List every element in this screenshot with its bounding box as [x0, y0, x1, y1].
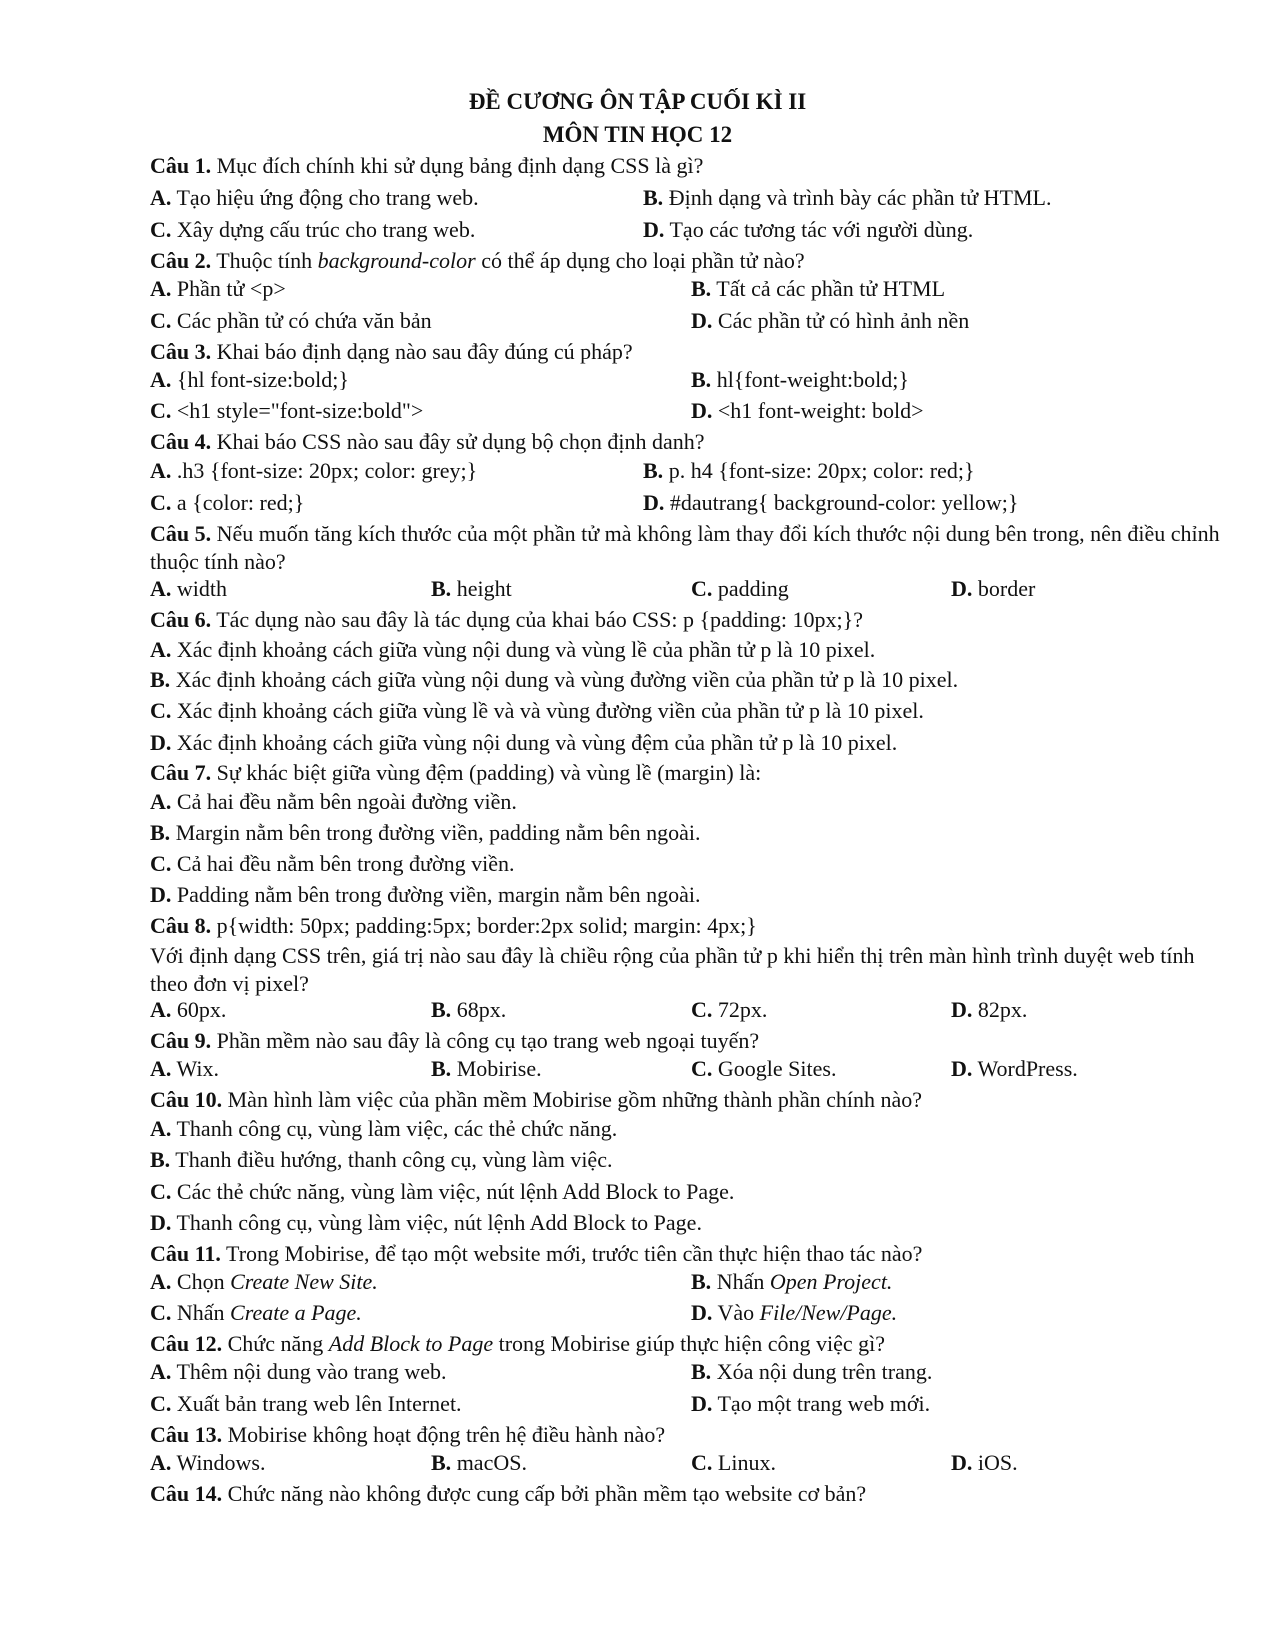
answer-option [150, 575, 227, 603]
item-label: C. [150, 308, 172, 333]
item-text: Vào [712, 1300, 760, 1325]
answer-option [150, 1299, 362, 1327]
answer-option [643, 184, 1051, 212]
item-text: Xuất bản trang web lên Internet. [171, 1391, 462, 1416]
item-label: D. [643, 490, 665, 515]
item-label: A. [150, 367, 172, 392]
item-text: height [451, 576, 512, 601]
item-label: A. [150, 185, 172, 210]
item-text: Xóa nội dung trên trang. [711, 1359, 933, 1384]
item-label: C. [150, 851, 172, 876]
item-text: Phần tử <p> [171, 276, 286, 301]
answer-option [150, 307, 432, 335]
answer-option [951, 575, 1035, 603]
answer-option [150, 184, 479, 212]
item-label: D. [951, 576, 973, 601]
item-label: Câu 8. [150, 913, 212, 938]
item-label: D. [951, 1450, 973, 1475]
answer-option [150, 1358, 447, 1386]
item-text: Sự khác biệt giữa vùng đệm (padding) và vùng lề (margin) là: [211, 760, 762, 785]
item-label: Câu 9. [150, 1028, 212, 1053]
answer-option [691, 1268, 892, 1296]
item-label: Câu 11. [150, 1241, 221, 1266]
question-10 [150, 1086, 922, 1114]
answer-option [691, 1055, 836, 1083]
item-text: Thanh công cụ, vùng làm việc, các thẻ chức năng. [171, 1116, 618, 1141]
item-label: D. [951, 1056, 973, 1081]
item-label: A. [150, 637, 172, 662]
item-label: D. [951, 997, 973, 1022]
item-label: A. [150, 997, 172, 1022]
item-label: Câu 13. [150, 1422, 223, 1447]
answer-option [150, 850, 515, 878]
answer-option [643, 216, 973, 244]
answer-option [691, 575, 789, 603]
item-text: .h3 {font-size: 20px; color: grey;} [171, 458, 478, 483]
answer-option [691, 307, 969, 335]
item-label: C. [150, 217, 172, 242]
answer-option [150, 1268, 378, 1296]
item-text: hl{font-weight:bold;} [711, 367, 909, 392]
item-text: File/New/Page. [759, 1300, 898, 1325]
answer-option [691, 275, 945, 303]
item-label: B. [150, 667, 171, 692]
item-text: <h1 style="font-size:bold"> [171, 398, 424, 423]
item-label: C. [150, 490, 172, 515]
item-label: Câu 5. [150, 521, 212, 546]
item-label: Câu 1. [150, 153, 212, 178]
question-7 [150, 759, 761, 787]
item-text: Các phần tử có hình ảnh nền [712, 308, 970, 333]
answer-option [150, 1178, 734, 1206]
answer-option [150, 1390, 462, 1418]
item-text: Tất cả các phần tử HTML [711, 276, 946, 301]
item-text: border [972, 576, 1036, 601]
item-label: C. [150, 398, 172, 423]
item-text: width [171, 576, 228, 601]
item-label: B. [150, 820, 171, 845]
item-label: B. [150, 1147, 171, 1172]
item-label: A. [150, 276, 172, 301]
answer-option [691, 996, 767, 1024]
answer-option [431, 1449, 527, 1477]
answer-option [150, 1449, 265, 1477]
item-label: C. [150, 1391, 172, 1416]
item-text: có thể áp dụng cho loại phần tử nào? [475, 248, 805, 273]
item-text: Create a Page. [230, 1300, 362, 1325]
item-label: D. [643, 217, 665, 242]
item-text: Chức năng nào không được cung cấp bởi phần mềm tạo website cơ bản? [222, 1481, 867, 1506]
item-text: iOS. [972, 1450, 1018, 1475]
question-2 [150, 247, 805, 275]
item-text: Nhấn [171, 1300, 231, 1325]
item-label: Câu 4. [150, 429, 212, 454]
item-text: Màn hình làm việc của phần mềm Mobirise gồm những thành phần chính nào? [222, 1087, 922, 1112]
item-label: A. [150, 1056, 172, 1081]
answer-option [691, 397, 924, 425]
item-text: 60px. [171, 997, 227, 1022]
item-label: D. [150, 730, 172, 755]
answer-option [150, 1115, 617, 1143]
question-1 [150, 152, 703, 180]
item-text: padding [712, 576, 789, 601]
answer-option [431, 1055, 542, 1083]
item-label: Câu 3. [150, 339, 212, 364]
item-text: trong Mobirise giúp thực hiện công việc gì? [493, 1331, 886, 1356]
item-label: B. [431, 1056, 452, 1081]
item-label: C. [150, 698, 172, 723]
answer-option [150, 666, 958, 694]
item-text: Linux. [712, 1450, 776, 1475]
answer-option [643, 457, 975, 485]
item-text: Xác định khoảng cách giữa vùng nội dung và vùng đường viền của phần tử p là 10 pixel. [170, 667, 959, 692]
item-text: Trong Mobirise, để tạo một website mới, trước tiên cần thực hiện thao tác nào? [220, 1241, 923, 1266]
item-label: A. [150, 789, 172, 814]
item-text: Add Block to Page [328, 1331, 494, 1356]
item-label: C. [691, 1056, 713, 1081]
item-text: Cả hai đều nằm bên trong đường viền. [171, 851, 515, 876]
item-text: Xác định khoảng cách giữa vùng nội dung và vùng lề của phần tử p là 10 pixel. [171, 637, 876, 662]
item-text: Khai báo định dạng nào sau đây đúng cú pháp? [211, 339, 633, 364]
item-text: Padding nằm bên trong đường viền, margin nằm bên ngoài. [171, 882, 701, 907]
question-5 [150, 520, 1230, 576]
answer-option [150, 275, 286, 303]
question-13 [150, 1421, 665, 1449]
question-9 [150, 1027, 759, 1055]
item-label: B. [691, 276, 712, 301]
item-text: p. h4 {font-size: 20px; color: red;} [663, 458, 975, 483]
item-text: p{width: 50px; padding:5px; border:2px solid; margin: 4px;} [211, 913, 757, 938]
item-text: {hl font-size:bold;} [171, 367, 349, 392]
item-label: A. [150, 1116, 172, 1141]
answer-option [691, 1449, 776, 1477]
item-text: 68px. [451, 997, 507, 1022]
item-text: Tác dụng nào sau đây là tác dụng của khai báo CSS: p {padding: 10px;}? [211, 607, 863, 632]
item-text: a {color: red;} [171, 490, 305, 515]
item-text: background-color [317, 248, 476, 273]
answer-option [951, 1055, 1078, 1083]
item-text: Cả hai đều nằm bên ngoài đường viền. [171, 789, 517, 814]
item-label: C. [691, 1450, 713, 1475]
question-8 [150, 912, 757, 940]
item-text: Phần mềm nào sau đây là công cụ tạo trang web ngoại tuyến? [211, 1028, 760, 1053]
item-label: B. [691, 1359, 712, 1384]
item-text: Xây dựng cấu trúc cho trang web. [171, 217, 476, 242]
item-label: Câu 7. [150, 760, 212, 785]
item-text: Wix. [171, 1056, 219, 1081]
answer-option [150, 788, 517, 816]
item-text: Thêm nội dung vào trang web. [171, 1359, 447, 1384]
item-label: Câu 10. [150, 1087, 223, 1112]
item-text: Định dạng và trình bày các phần tử HTML. [663, 185, 1052, 210]
item-text: Google Sites. [712, 1056, 837, 1081]
answer-option [643, 489, 1018, 517]
answer-option [150, 397, 423, 425]
item-label: D. [691, 308, 713, 333]
answer-option [691, 1358, 932, 1386]
item-text: Xác định khoảng cách giữa vùng nội dung và vùng đệm của phần tử p là 10 pixel. [171, 730, 898, 755]
item-text: Mục đích chính khi sử dụng bảng định dạng CSS là gì? [211, 153, 704, 178]
question-12 [150, 1330, 885, 1358]
item-label: C. [150, 1179, 172, 1204]
item-text: Mobirise không hoạt động trên hệ điều hành nào? [222, 1422, 666, 1447]
answer-option [691, 1299, 897, 1327]
answer-option [150, 996, 226, 1024]
item-label: C. [691, 576, 713, 601]
item-text: Thanh điều hướng, thanh công cụ, vùng làm việc. [170, 1147, 613, 1172]
item-text: Thuộc tính [211, 248, 318, 273]
item-text: 72px. [712, 997, 768, 1022]
item-label: D. [691, 1300, 713, 1325]
item-text: Tạo các tương tác với người dùng. [664, 217, 974, 242]
item-text: Chọn [171, 1269, 231, 1294]
item-label: D. [150, 1210, 172, 1235]
item-text: Open Project. [769, 1269, 893, 1294]
item-label: A. [150, 1450, 172, 1475]
answer-option [431, 575, 512, 603]
item-label: D. [150, 882, 172, 907]
item-label: B. [643, 458, 664, 483]
document-title: ĐỀ CƯƠNG ÔN TẬP CUỐI KÌ II [468, 89, 807, 114]
item-label: Câu 6. [150, 607, 212, 632]
answer-option [150, 697, 924, 725]
item-text: Chức năng [222, 1331, 329, 1356]
item-label: B. [431, 997, 452, 1022]
answer-option [691, 366, 909, 394]
item-label: Câu 12. [150, 1331, 223, 1356]
item-label: C. [150, 1300, 172, 1325]
item-label: B. [691, 367, 712, 392]
question-14 [150, 1480, 866, 1508]
answer-option [150, 819, 700, 847]
answer-option [150, 366, 349, 394]
question-4 [150, 428, 705, 456]
item-label: A. [150, 1359, 172, 1384]
item-label: B. [643, 185, 664, 210]
item-label: B. [691, 1269, 712, 1294]
item-text: Tạo hiệu ứng động cho trang web. [171, 185, 479, 210]
answer-option [150, 1055, 219, 1083]
question-6 [150, 606, 863, 634]
item-text: 82px. [972, 997, 1028, 1022]
item-text: Xác định khoảng cách giữa vùng lề và và vùng đường viền của phần tử p là 10 pixel. [171, 698, 924, 723]
item-text: Thanh công cụ, vùng làm việc, nút lệnh Add Block to Page. [171, 1210, 702, 1235]
item-label: Câu 14. [150, 1481, 223, 1506]
answer-option [150, 216, 475, 244]
item-label: A. [150, 1269, 172, 1294]
question-11 [150, 1240, 922, 1268]
item-text: Create New Site. [230, 1269, 378, 1294]
item-label: B. [431, 576, 452, 601]
item-text: Tạo một trang web mới. [712, 1391, 931, 1416]
answer-option [691, 1390, 930, 1418]
item-label: A. [150, 458, 172, 483]
item-label: D. [691, 398, 713, 423]
answer-option [150, 636, 875, 664]
item-text: #dautrang{ background-color: yellow;} [664, 490, 1019, 515]
item-text: Mobirise. [451, 1056, 542, 1081]
question-8-continued: Với định dạng CSS trên, giá trị nào sau đây là chiều rộng của phần tử p khi hiển thị trên màn hình trình duyệt web tính theo đơn vị pixel? [150, 943, 1195, 996]
item-label: A. [150, 576, 172, 601]
item-text: Khai báo CSS nào sau đây sử dụng bộ chọn định danh? [211, 429, 705, 454]
item-text: macOS. [451, 1450, 527, 1475]
answer-option [150, 881, 700, 909]
answer-option [150, 489, 304, 517]
answer-option [431, 996, 506, 1024]
answer-option [951, 996, 1027, 1024]
item-label: C. [691, 997, 713, 1022]
item-text: <h1 font-weight: bold> [712, 398, 924, 423]
item-text: WordPress. [972, 1056, 1078, 1081]
item-label: D. [691, 1391, 713, 1416]
item-text: Các thẻ chức năng, vùng làm việc, nút lệnh Add Block to Page. [171, 1179, 735, 1204]
answer-option [150, 1146, 612, 1174]
item-text: Nếu muốn tăng kích thước của một phần tử mà không làm thay đổi kích thước nội dung bên trong, nên điều chỉnh thuộc tính nào? [150, 521, 1220, 574]
item-label: B. [431, 1450, 452, 1475]
answer-option [150, 729, 897, 757]
item-text: Margin nằm bên trong đường viền, padding nằm bên ngoài. [170, 820, 701, 845]
answer-option [951, 1449, 1018, 1477]
answer-option [150, 1209, 702, 1237]
document-subtitle: MÔN TIN HỌC 12 [542, 122, 733, 147]
answer-option [150, 457, 477, 485]
item-label: Câu 2. [150, 248, 212, 273]
question-3 [150, 338, 633, 366]
item-text: Windows. [171, 1450, 266, 1475]
item-text: Các phần tử có chứa văn bản [171, 308, 432, 333]
item-text: Nhấn [711, 1269, 770, 1294]
